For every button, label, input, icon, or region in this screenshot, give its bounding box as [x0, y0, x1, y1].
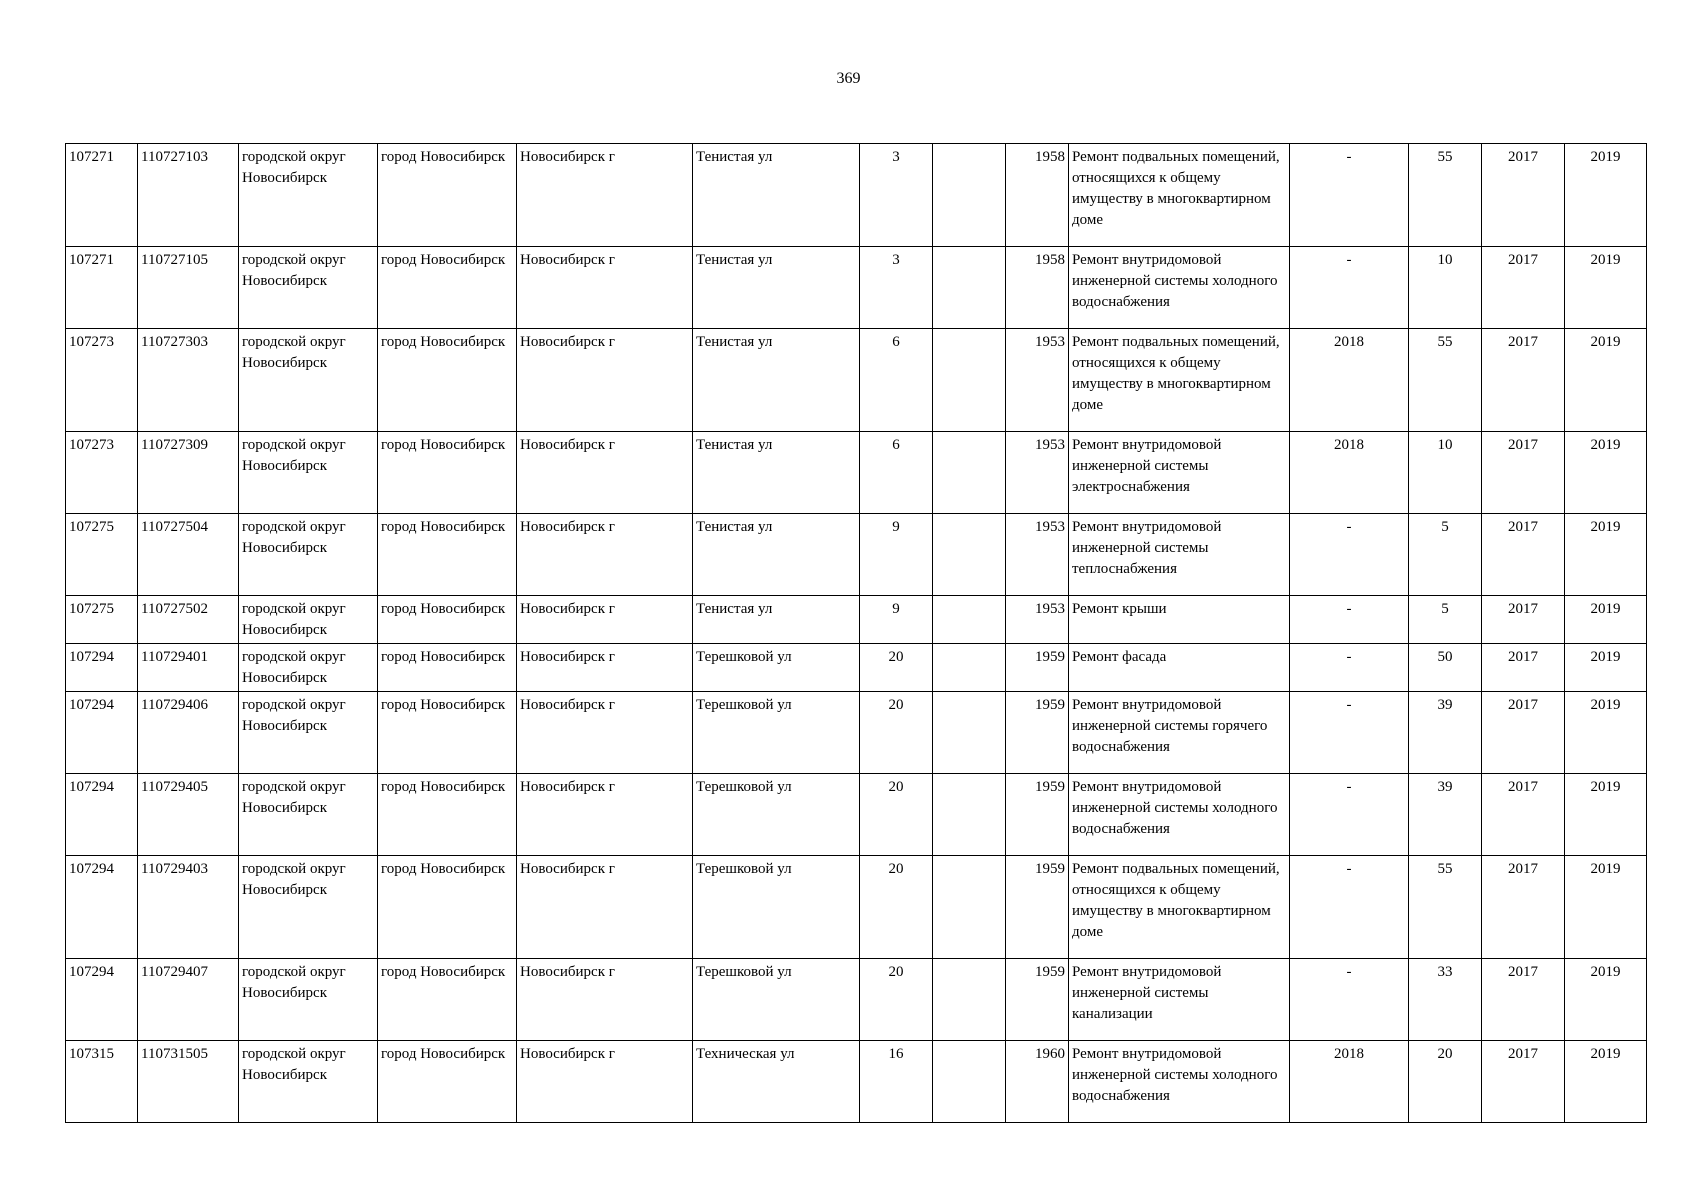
cell-city: Новосибирск г	[517, 596, 693, 644]
cell-work-type: Ремонт внутридомовой инженерной системы холодного водоснабжения	[1069, 1041, 1290, 1123]
cell-completed-year: 2018	[1290, 329, 1409, 432]
cell-record-code: 110729403	[138, 856, 239, 959]
cell-settlement: город Новосибирск	[378, 856, 517, 959]
cell-house-id: 107275	[66, 596, 138, 644]
cell-record-code: 110729407	[138, 959, 239, 1041]
cell-building	[933, 596, 1006, 644]
cell-house-number: 9	[860, 596, 933, 644]
cell-record-code: 110727502	[138, 596, 239, 644]
cell-building	[933, 959, 1006, 1041]
cell-district: городской округ Новосибирск	[239, 692, 378, 774]
table-row	[66, 432, 1647, 514]
cell-wear-percent: 10	[1409, 432, 1482, 514]
cell-work-type: Ремонт подвальных помещений, относящихся к общему имуществу в многоквартирном доме	[1069, 144, 1290, 247]
table-row	[66, 1041, 1647, 1123]
cell-house-number: 20	[860, 774, 933, 856]
cell-settlement: город Новосибирск	[378, 432, 517, 514]
cell-street: Тенистая ул	[693, 247, 860, 329]
cell-building	[933, 247, 1006, 329]
cell-wear-percent: 5	[1409, 514, 1482, 596]
cell-build-year: 1958	[1006, 247, 1069, 329]
cell-build-year: 1953	[1006, 329, 1069, 432]
cell-period-start: 2017	[1482, 856, 1565, 959]
table-row	[66, 959, 1647, 1041]
cell-period-end: 2019	[1565, 959, 1647, 1041]
cell-settlement: город Новосибирск	[378, 247, 517, 329]
cell-record-code: 110727105	[138, 247, 239, 329]
cell-wear-percent: 10	[1409, 247, 1482, 329]
cell-district: городской округ Новосибирск	[239, 247, 378, 329]
cell-settlement: город Новосибирск	[378, 644, 517, 692]
cell-city: Новосибирск г	[517, 774, 693, 856]
cell-district: городской округ Новосибирск	[239, 514, 378, 596]
cell-period-start: 2017	[1482, 1041, 1565, 1123]
cell-wear-percent: 55	[1409, 144, 1482, 247]
cell-street: Терешковой ул	[693, 692, 860, 774]
cell-district: городской округ Новосибирск	[239, 329, 378, 432]
cell-house-id: 107275	[66, 514, 138, 596]
cell-street: Тенистая ул	[693, 144, 860, 247]
table-row	[66, 247, 1647, 329]
cell-settlement: город Новосибирск	[378, 959, 517, 1041]
table-row	[66, 596, 1647, 644]
cell-house-id: 107294	[66, 774, 138, 856]
cell-building	[933, 329, 1006, 432]
cell-settlement: город Новосибирск	[378, 692, 517, 774]
cell-work-type: Ремонт внутридомовой инженерной системы холодного водоснабжения	[1069, 774, 1290, 856]
cell-house-number: 20	[860, 856, 933, 959]
table-row	[66, 144, 1647, 247]
cell-completed-year: -	[1290, 644, 1409, 692]
cell-period-start: 2017	[1482, 959, 1565, 1041]
cell-district: городской округ Новосибирск	[239, 596, 378, 644]
registry-body	[66, 144, 1647, 1123]
cell-build-year: 1958	[1006, 144, 1069, 247]
cell-house-number: 6	[860, 329, 933, 432]
cell-street: Терешковой ул	[693, 644, 860, 692]
cell-period-end: 2019	[1565, 432, 1647, 514]
cell-building	[933, 856, 1006, 959]
cell-completed-year: -	[1290, 959, 1409, 1041]
cell-build-year: 1960	[1006, 1041, 1069, 1123]
cell-period-start: 2017	[1482, 329, 1565, 432]
cell-record-code: 110727303	[138, 329, 239, 432]
cell-settlement: город Новосибирск	[378, 329, 517, 432]
table-row	[66, 856, 1647, 959]
cell-settlement: город Новосибирск	[378, 144, 517, 247]
cell-period-start: 2017	[1482, 692, 1565, 774]
cell-district: городской округ Новосибирск	[239, 644, 378, 692]
cell-district: городской округ Новосибирск	[239, 774, 378, 856]
cell-settlement: город Новосибирск	[378, 774, 517, 856]
cell-period-start: 2017	[1482, 596, 1565, 644]
cell-house-id: 107294	[66, 692, 138, 774]
cell-city: Новосибирск г	[517, 644, 693, 692]
cell-house-number: 9	[860, 514, 933, 596]
cell-wear-percent: 5	[1409, 596, 1482, 644]
cell-wear-percent: 33	[1409, 959, 1482, 1041]
cell-wear-percent: 39	[1409, 692, 1482, 774]
cell-house-id: 107271	[66, 247, 138, 329]
cell-completed-year: -	[1290, 596, 1409, 644]
cell-building	[933, 144, 1006, 247]
cell-house-id: 107294	[66, 959, 138, 1041]
cell-house-id: 107273	[66, 432, 138, 514]
cell-city: Новосибирск г	[517, 329, 693, 432]
cell-period-start: 2017	[1482, 432, 1565, 514]
cell-house-id: 107294	[66, 856, 138, 959]
cell-work-type: Ремонт крыши	[1069, 596, 1290, 644]
page-number: 369	[836, 70, 861, 87]
registry-table	[65, 143, 1647, 1123]
cell-house-number: 20	[860, 692, 933, 774]
cell-house-number: 6	[860, 432, 933, 514]
cell-city: Новосибирск г	[517, 432, 693, 514]
cell-wear-percent: 50	[1409, 644, 1482, 692]
cell-period-start: 2017	[1482, 774, 1565, 856]
cell-house-id: 107271	[66, 144, 138, 247]
cell-house-number: 16	[860, 1041, 933, 1123]
cell-house-number: 3	[860, 247, 933, 329]
cell-period-start: 2017	[1482, 144, 1565, 247]
cell-house-id: 107294	[66, 644, 138, 692]
cell-street: Тенистая ул	[693, 432, 860, 514]
cell-completed-year: 2018	[1290, 432, 1409, 514]
cell-building	[933, 432, 1006, 514]
cell-build-year: 1959	[1006, 856, 1069, 959]
cell-record-code: 110727103	[138, 144, 239, 247]
cell-period-end: 2019	[1565, 514, 1647, 596]
cell-work-type: Ремонт внутридомовой инженерной системы канализации	[1069, 959, 1290, 1041]
cell-period-end: 2019	[1565, 692, 1647, 774]
cell-record-code: 110727309	[138, 432, 239, 514]
cell-settlement: город Новосибирск	[378, 596, 517, 644]
cell-completed-year: -	[1290, 514, 1409, 596]
cell-street: Техническая ул	[693, 1041, 860, 1123]
cell-build-year: 1959	[1006, 959, 1069, 1041]
cell-completed-year: -	[1290, 856, 1409, 959]
cell-district: городской округ Новосибирск	[239, 432, 378, 514]
cell-work-type: Ремонт внутридомовой инженерной системы электроснабжения	[1069, 432, 1290, 514]
cell-record-code: 110729401	[138, 644, 239, 692]
cell-build-year: 1959	[1006, 692, 1069, 774]
cell-building	[933, 774, 1006, 856]
cell-city: Новосибирск г	[517, 247, 693, 329]
cell-building	[933, 1041, 1006, 1123]
cell-district: городской округ Новосибирск	[239, 856, 378, 959]
cell-settlement: город Новосибирск	[378, 1041, 517, 1123]
cell-wear-percent: 20	[1409, 1041, 1482, 1123]
cell-build-year: 1953	[1006, 596, 1069, 644]
cell-period-end: 2019	[1565, 856, 1647, 959]
table-row	[66, 644, 1647, 692]
cell-build-year: 1953	[1006, 514, 1069, 596]
cell-completed-year: -	[1290, 774, 1409, 856]
cell-house-number: 20	[860, 644, 933, 692]
cell-period-end: 2019	[1565, 329, 1647, 432]
cell-district: городской округ Новосибирск	[239, 959, 378, 1041]
cell-period-start: 2017	[1482, 514, 1565, 596]
cell-period-start: 2017	[1482, 644, 1565, 692]
table-row	[66, 692, 1647, 774]
cell-work-type: Ремонт фасада	[1069, 644, 1290, 692]
cell-settlement: город Новосибирск	[378, 514, 517, 596]
cell-city: Новосибирск г	[517, 1041, 693, 1123]
cell-record-code: 110729406	[138, 692, 239, 774]
cell-wear-percent: 39	[1409, 774, 1482, 856]
cell-street: Тенистая ул	[693, 514, 860, 596]
cell-record-code: 110729405	[138, 774, 239, 856]
cell-city: Новосибирск г	[517, 959, 693, 1041]
cell-record-code: 110727504	[138, 514, 239, 596]
cell-house-number: 3	[860, 144, 933, 247]
cell-wear-percent: 55	[1409, 856, 1482, 959]
cell-period-end: 2019	[1565, 596, 1647, 644]
cell-record-code: 110731505	[138, 1041, 239, 1123]
cell-house-number: 20	[860, 959, 933, 1041]
cell-work-type: Ремонт подвальных помещений, относящихся к общему имуществу в многоквартирном доме	[1069, 856, 1290, 959]
cell-street: Тенистая ул	[693, 329, 860, 432]
cell-work-type: Ремонт внутридомовой инженерной системы теплоснабжения	[1069, 514, 1290, 596]
cell-district: городской округ Новосибирск	[239, 1041, 378, 1123]
cell-work-type: Ремонт внутридомовой инженерной системы горячего водоснабжения	[1069, 692, 1290, 774]
cell-period-end: 2019	[1565, 1041, 1647, 1123]
cell-city: Новосибирск г	[517, 692, 693, 774]
cell-building	[933, 644, 1006, 692]
cell-house-id: 107273	[66, 329, 138, 432]
cell-city: Новосибирск г	[517, 514, 693, 596]
cell-completed-year: -	[1290, 247, 1409, 329]
cell-period-end: 2019	[1565, 774, 1647, 856]
cell-build-year: 1959	[1006, 644, 1069, 692]
cell-build-year: 1959	[1006, 774, 1069, 856]
cell-city: Новосибирск г	[517, 856, 693, 959]
cell-street: Терешковой ул	[693, 856, 860, 959]
cell-city: Новосибирск г	[517, 144, 693, 247]
cell-work-type: Ремонт внутридомовой инженерной системы холодного водоснабжения	[1069, 247, 1290, 329]
cell-building	[933, 692, 1006, 774]
cell-building	[933, 514, 1006, 596]
cell-completed-year: -	[1290, 144, 1409, 247]
table-row	[66, 329, 1647, 432]
cell-period-end: 2019	[1565, 644, 1647, 692]
table-row	[66, 514, 1647, 596]
cell-period-start: 2017	[1482, 247, 1565, 329]
cell-completed-year: 2018	[1290, 1041, 1409, 1123]
cell-work-type: Ремонт подвальных помещений, относящихся к общему имуществу в многоквартирном доме	[1069, 329, 1290, 432]
cell-completed-year: -	[1290, 692, 1409, 774]
cell-street: Тенистая ул	[693, 596, 860, 644]
table-row	[66, 774, 1647, 856]
cell-period-end: 2019	[1565, 247, 1647, 329]
cell-period-end: 2019	[1565, 144, 1647, 247]
cell-street: Терешковой ул	[693, 959, 860, 1041]
cell-build-year: 1953	[1006, 432, 1069, 514]
cell-wear-percent: 55	[1409, 329, 1482, 432]
cell-district: городской округ Новосибирск	[239, 144, 378, 247]
cell-street: Терешковой ул	[693, 774, 860, 856]
cell-house-id: 107315	[66, 1041, 138, 1123]
